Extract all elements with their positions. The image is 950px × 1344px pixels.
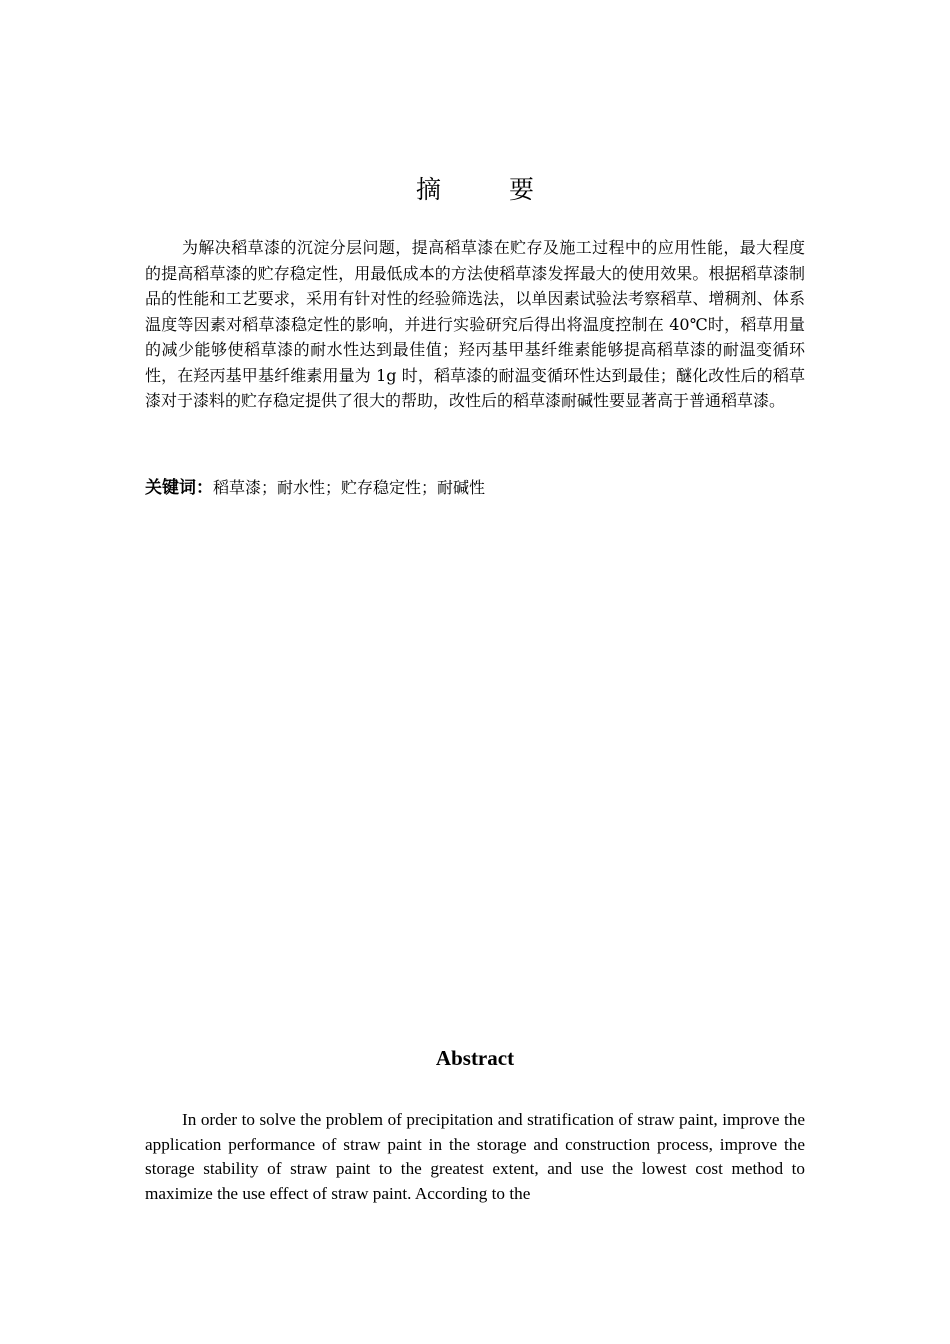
english-abstract-title: Abstract (435, 1046, 515, 1070)
chinese-abstract-body: 为解决稻草漆的沉淀分层问题，提高稻草漆在贮存及施工过程中的应用性能，最大程度的提高稻草漆的贮存稳定性，用最低成本的方法使稻草漆发挥最大的使用效果。根据稻草漆制品的性能和工艺要求，采用有针对性的经验筛选法，以单因素试验法考察稻草、增稠剂、体系温度等因素对稻草漆稳定性的影响，并进行实验研究后得出将温度控制在 40℃时，稻草用量的减少能够使稻草漆的耐水性达到最佳值；羟丙基甲基纤维素能够提高稻草漆的耐温变循环性，在羟丙基甲基纤维素用量为 1g 时，稻草漆的耐温变循环性达到最佳；醚化改性后的稻草漆对于漆料的贮存稳定提供了很大的帮助，改性后的稻草漆耐碱性要显著高于普通稻草漆。 (145, 238, 805, 410)
english-abstract-body: In order to solve the problem of precipitation and stratification of straw paint, improve the application performance of straw paint in the storage and construction process, improve the storage stability of straw paint to the greatest extent, and use the lowest cost method to maximize the use effect of straw paint. According to the (145, 1110, 805, 1203)
chinese-keywords (145, 475, 805, 501)
keywords-label: 关键词： (145, 478, 213, 498)
keywords-value: 稻草漆；耐水性；贮存稳定性；耐碱性 (213, 478, 486, 497)
chinese-abstract-title: 摘 要 (416, 175, 564, 204)
